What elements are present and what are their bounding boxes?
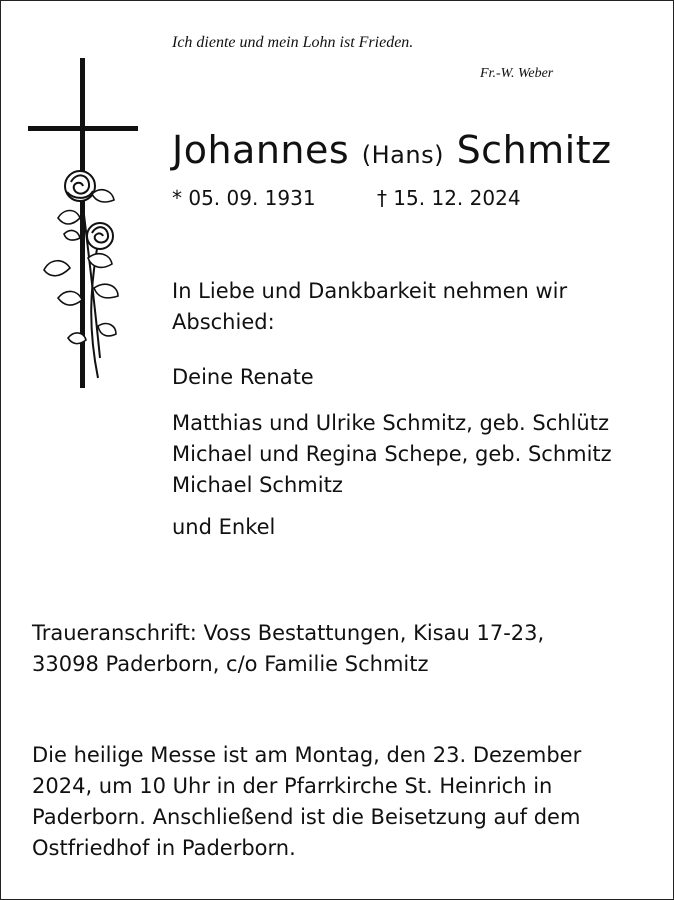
first-name: Johannes xyxy=(172,128,350,172)
address-line: 33098 Paderborn, c/o Familie Schmitz xyxy=(32,652,429,676)
intro-line: Abschied: xyxy=(172,310,275,334)
intro-text xyxy=(172,276,567,338)
mass-line: Die heilige Messe ist am Montag, den 23. Dezember xyxy=(32,743,582,767)
mass-line: 2024, um 10 Uhr in der Pfarrkirche St. Heinrich in xyxy=(32,774,553,798)
life-dates xyxy=(172,186,521,210)
quote-text: Ich diente und mein Lohn ist Frieden. xyxy=(172,34,414,51)
intro-line: In Liebe und Dankbarkeit nehmen wir xyxy=(172,279,568,303)
mass-info xyxy=(32,740,581,864)
mass-line: Ostfriedhof in Paderborn. xyxy=(32,836,296,860)
family-line: Michael Schmitz xyxy=(172,473,343,497)
birth-date: * 05. 09. 1931 xyxy=(172,186,316,210)
deceased-name xyxy=(172,128,612,172)
grandchildren-text: und Enkel xyxy=(172,515,276,539)
quote-author: Fr.-W. Weber xyxy=(480,66,554,81)
spouse-name: Deine Renate xyxy=(172,365,314,389)
mourning-address xyxy=(32,618,544,680)
family-list xyxy=(172,408,612,501)
address-line: Traueranschrift: Voss Bestattungen, Kisau 17-23, xyxy=(32,621,545,645)
death-date: † 15. 12. 2024 xyxy=(376,186,521,210)
last-name: Schmitz xyxy=(456,128,612,172)
nickname: (Hans) xyxy=(361,141,444,169)
mass-line: Paderborn. Anschließend ist die Beisetzung auf dem xyxy=(32,805,581,829)
cross-with-roses-icon xyxy=(28,58,140,388)
family-line: Michael und Regina Schepe, geb. Schmitz xyxy=(172,442,612,466)
family-line: Matthias und Ulrike Schmitz, geb. Schlütz xyxy=(172,411,609,435)
